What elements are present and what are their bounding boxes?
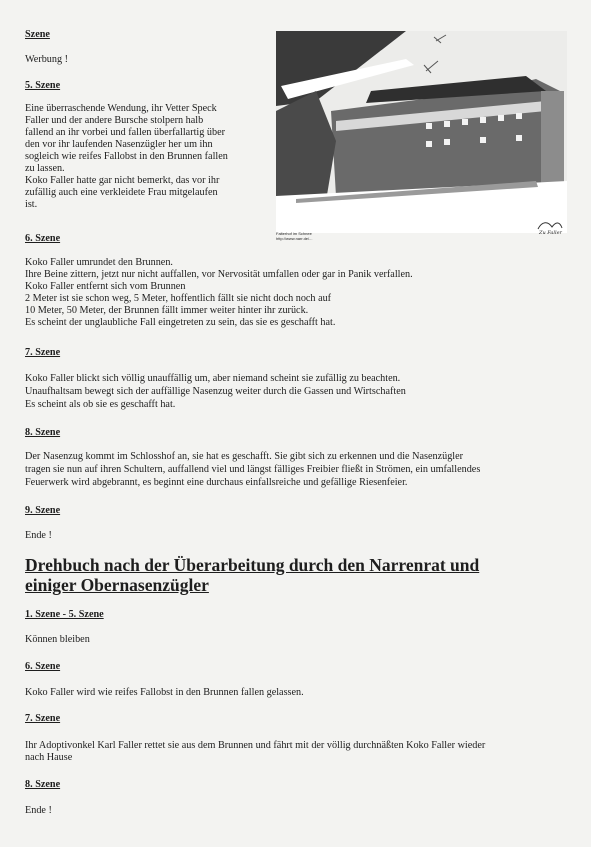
- scene-7-line: Koko Faller blickt sich völlig unauffällig um, aber niemand scheint sie zufällig zu beachten.: [25, 373, 401, 384]
- revised-scene-1-5-text: Können bleiben: [25, 634, 90, 645]
- scene-5-line: den vor ihr laufenden Nasenzügler her um ihn: [25, 139, 213, 150]
- revised-scene-6-text: Koko Faller wird wie reifes Fallobst in den Brunnen fallen gelassen.: [25, 687, 304, 698]
- scene-6-line: 2 Meter ist sie schon weg, 5 Meter, hoffentlich fällt sie nicht doch noch auf: [25, 293, 332, 304]
- revised-scene-8-text: Ende !: [25, 805, 52, 816]
- scene-6-line: Es scheint der unglaubliche Fall eingetreten zu sein, das sie es geschafft hat.: [25, 317, 336, 328]
- scene-5-heading: 5. Szene: [25, 80, 61, 91]
- scene-5-line: ist.: [25, 199, 38, 210]
- revised-scene-7-line: Ihr Adoptivonkel Karl Faller rettet sie aus dem Brunnen und fährt mit der völlig durchnäßten Koko Faller wieder: [25, 740, 486, 751]
- revised-title-line-1: Drehbuch nach der Überarbeitung durch den Narrenrat und: [25, 555, 480, 575]
- scene-8-line: Feuerwerk wird abgebrannt, es beginnt eine durchaus einfallsreiche und gefällige Riesenfeier.: [25, 477, 408, 488]
- scene-6-line: Koko Faller entfernt sich vom Brunnen: [25, 281, 186, 292]
- scene-6-line: Ihre Beine zittern, jetzt nur nicht auffallen, vor Nervosität umfallen oder gar in Panik verfallen.: [25, 269, 413, 280]
- werbung-text: Werbung !: [25, 54, 69, 65]
- scene-7-heading: 7. Szene: [25, 347, 61, 358]
- scene-6-line: Koko Faller umrundet den Brunnen.: [25, 257, 173, 268]
- scene-6-line: 10 Meter, 50 Meter, der Brunnen fällt immer weiter hinter ihr zurück.: [25, 305, 309, 316]
- revised-scene-8-heading: 8. Szene: [25, 779, 61, 790]
- scene-heading: Szene: [25, 29, 50, 40]
- brand-logo: [536, 219, 564, 235]
- scene-6-heading: 6. Szene: [25, 233, 61, 244]
- revised-scene-1-5-heading: 1. Szene - 5. Szene: [25, 609, 104, 620]
- revised-scene-6-heading: 6. Szene: [25, 661, 61, 672]
- scene-9-text: Ende !: [25, 530, 52, 541]
- scene-8-heading: 8. Szene: [25, 427, 61, 438]
- scene-8-line: Der Nasenzug kommt im Schlosshof an, sie hat es geschafft. Sie gibt sich zu erkennen und die Nasenzügler: [25, 451, 464, 462]
- scene-5-line: sogleich wie reifes Fallobst in den Brunnen fallen: [25, 151, 228, 162]
- scene-9-heading: 9. Szene: [25, 505, 61, 516]
- scene-8-line: tragen sie nun auf ihren Schultern, auffallend viel und längst fälliges Freibier fließt in Strömen, ein umfallendes: [25, 464, 481, 475]
- scene-7-line: Es scheint als ob sie es geschafft hat.: [25, 399, 176, 410]
- svg-text:Zu Faller: Zu Faller: [539, 230, 562, 235]
- revised-scene-7-heading: 7. Szene: [25, 713, 61, 724]
- revised-scene-7-line: nach Hause: [25, 752, 73, 763]
- scene-5-line: zu lassen.: [25, 163, 65, 174]
- scene-5-line: Faller und der andere Bursche stolpern halb: [25, 115, 204, 126]
- farmhouse-photo: [276, 31, 567, 233]
- scene-5-line: fallend an ihr vorbei und fallen überfallartig über: [25, 127, 225, 138]
- scene-5-line: Eine überraschende Wendung, ihr Vetter Speck: [25, 103, 217, 114]
- photo-url: http://www.narr.de/...: [276, 236, 313, 241]
- revised-title-line-2: einiger Obernasenzügler: [25, 575, 209, 595]
- scene-5-line: zufällig auch eine verkleidete Frau mitgelaufen: [25, 187, 218, 198]
- scene-5-line: Koko Faller hatte gar nicht bemerkt, das vor ihr: [25, 175, 220, 186]
- scene-7-line: Unaufhaltsam bewegt sich der auffällige Nasenzug weiter durch die Gassen und Wirtschaften: [25, 386, 406, 397]
- photo-caption: Falterhof im Schnee: [276, 231, 312, 236]
